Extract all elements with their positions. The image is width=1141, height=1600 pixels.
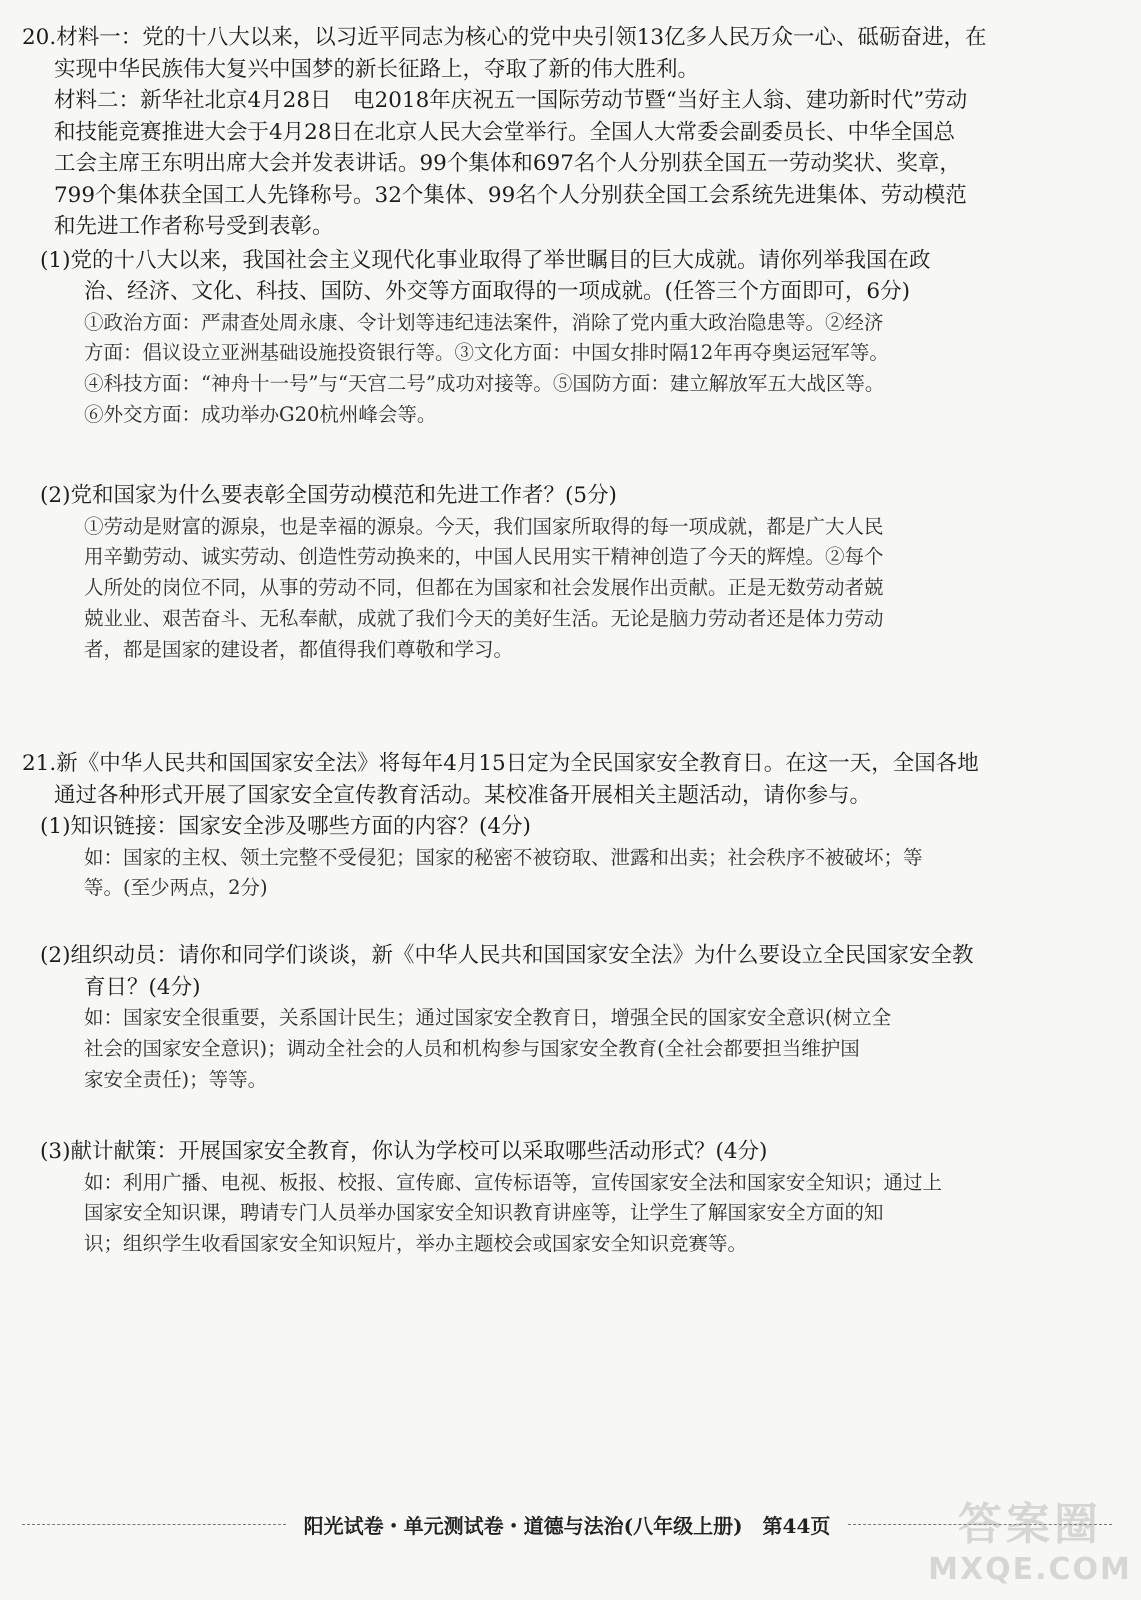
text-line: 20.材料一：党的十八大以来，以习近平同志为核心的党中央引领13亿多人民万众一心、砥砺奋进，在 xyxy=(22,25,987,50)
text-line: 21.新《中华人民共和国国家安全法》将每年4月15日定为全民国家安全教育日。在这一天，全国各地 xyxy=(22,751,979,776)
q20-sub1-question xyxy=(22,245,1112,308)
answer-line: 兢业业、艰苦奋斗、无私奉献，成就了我们今天的美好生活。无论是脑力劳动者还是体力劳动 xyxy=(84,606,884,630)
text-line: 通过各种形式开展了国家安全宣传教育活动。某校准备开展相关主题活动，请你参与。 xyxy=(54,782,872,808)
q20-sub2-question: (2)党和国家为什么要表彰全国劳动模范和先进工作者？(5分) xyxy=(40,483,617,508)
q20-material-2 xyxy=(22,85,1112,243)
question-20 xyxy=(22,22,1112,431)
text-line: 材料二：新华社北京4月28日 电2018年庆祝五一国际劳动节暨“当好主人翁、建功新时代”劳动 xyxy=(54,88,968,113)
q20-material-1 xyxy=(22,22,1112,85)
q20-sub2 xyxy=(22,480,1112,665)
answer-line: 如：国家的主权、领土完整不受侵犯；国家的秘密不被窃取、泄露和出卖；社会秩序不被破坏；等 xyxy=(84,845,923,869)
answer-line: ⑥外交方面：成功举办G20杭州峰会等。 xyxy=(84,402,437,426)
answer-line: 者，都是国家的建设者，都值得我们尊敬和学习。 xyxy=(84,637,514,661)
answer-line: 家安全责任)；等等。 xyxy=(84,1067,268,1091)
answer-line: ①政治方面：严肃查处周永康、令计划等违纪违法案件，消除了党内重大政治隐患等。②经济 xyxy=(84,310,884,334)
q21-sub2-question xyxy=(22,940,1112,1003)
q21-sub3-question: (3)献计献策：开展国家安全教育，你认为学校可以采取哪些活动形式？(4分) xyxy=(40,1139,768,1164)
answer-line: 社会的国家安全意识)；调动全社会的人员和机构参与国家安全教育(全社会都要担当维护国 xyxy=(84,1036,860,1060)
answer-line: 国家安全知识课，聘请专门人员举办国家安全知识教育讲座等，让学生了解国家安全方面的知 xyxy=(84,1201,884,1225)
answer-line: 如：国家安全很重要，关系国计民生；通过国家安全教育日，增强全民的国家安全意识(树立全 xyxy=(84,1006,892,1029)
q21-stem xyxy=(22,748,1112,811)
watermark-logo xyxy=(925,1488,1135,1596)
text-line: (2)组织动员：请你和同学们谈谈，新《中华人民共和国国家安全法》为什么要设立全民国家安全教 xyxy=(40,943,974,968)
text-line: 和技能竞赛推进大会于4月28日在北京人民大会堂举行。全国人大常委会副委员长、中华全国总 xyxy=(54,119,956,145)
answer-line: 识；组织学生收看国家安全知识短片，举办主题校会或国家安全知识竞赛等。 xyxy=(84,1232,748,1256)
q21-sub1-question: (1)知识链接：国家安全涉及哪些方面的内容？(4分) xyxy=(40,814,531,839)
q21-sub2 xyxy=(22,940,1112,1095)
footer-divider-left xyxy=(22,1524,286,1525)
answer-line: 用辛勤劳动、诚实劳动、创造性劳动换来的，中国人民用实干精神创造了今天的辉煌。②每个 xyxy=(84,545,884,569)
q21-sub2-answer xyxy=(22,1003,1112,1095)
footer-text: 阳光试卷・单元测试卷・道德与法治(八年级上册) 第44页 xyxy=(303,1513,831,1538)
q21-sub3-answer xyxy=(22,1168,1112,1260)
answer-line: 方面：倡议设立亚洲基础设施投资银行等。③文化方面：中国女排时隔12年再夺奥运冠军等。 xyxy=(84,341,889,365)
watermark-text: 答案圈 xyxy=(958,1499,1102,1550)
answer-line: ④科技方面：“神舟十一号”与“天宫二号”成功对接等。⑤国防方面：建立解放军五大战区等。 xyxy=(84,372,885,396)
text-line: (1)党的十八大以来，我国社会主义现代化事业取得了举世瞩目的巨大成就。请你列举我国在政 xyxy=(40,247,931,273)
q21-sub1-answer xyxy=(22,843,1112,905)
answer-line: 等。(至少两点，2分) xyxy=(84,876,268,900)
answer-line: 人所处的岗位不同，从事的劳动不同，但都在为国家和社会发展作出贡献。正是无数劳动者兢 xyxy=(84,576,884,600)
question-21 xyxy=(22,748,1112,904)
text-line: 799个集体获全国工人先锋称号。32个集体、99名个人分别获全国工会系统先进集体、劳动模范 xyxy=(54,182,967,208)
text-line: 治、经济、文化、科技、国防、外交等方面取得的一项成就。(任答三个方面即可，6分) xyxy=(84,279,910,304)
text-line: 工会主席王东明出席大会并发表讲话。99个集体和697名个人分别获全国五一劳动奖状、奖章， xyxy=(54,151,961,176)
answer-line: ①劳动是财富的源泉，也是幸福的源泉。今天，我们国家所取得的每一项成就，都是广大人民 xyxy=(84,514,884,538)
watermark-url: MXQE.COM xyxy=(928,1552,1132,1587)
text-line: 实现中华民族伟大复兴中国梦的新长征路上，夺取了新的伟大胜利。 xyxy=(54,56,700,82)
q20-sub2-answer xyxy=(22,512,1112,666)
q21-sub3 xyxy=(22,1136,1112,1260)
q20-sub1-answer xyxy=(22,308,1112,431)
answer-line: 如：利用广播、电视、板报、校报、宣传廊、宣传标语等，宣传国家安全法和国家安全知识；通过上 xyxy=(84,1170,943,1194)
text-line: 育日？(4分) xyxy=(84,974,201,1000)
text-line: 和先进工作者称号受到表彰。 xyxy=(54,214,334,239)
